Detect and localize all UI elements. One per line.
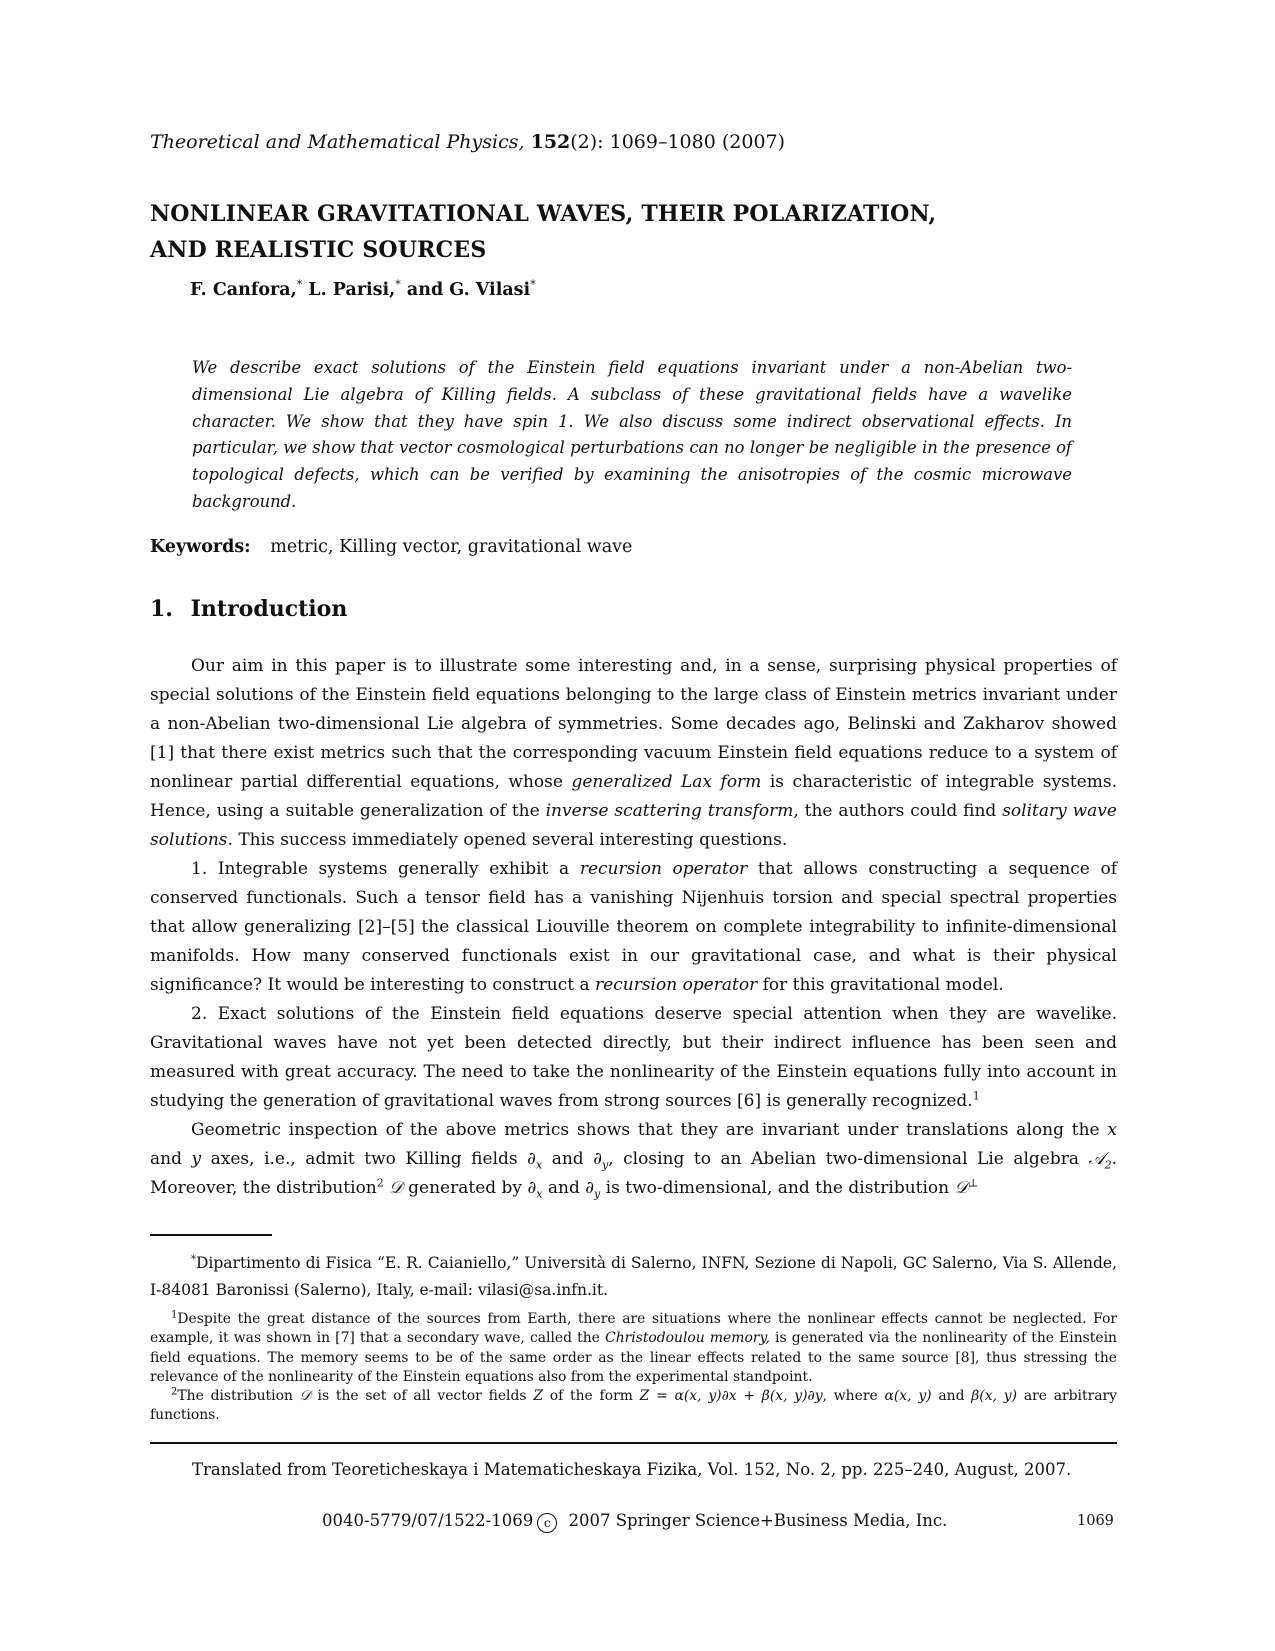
copyright-line: [322, 1511, 947, 1533]
title-line-2: AND REALISTIC SOURCES: [150, 237, 487, 263]
footnote-ref-1: 1: [972, 1089, 980, 1103]
author-list: [190, 278, 536, 300]
abstract: We describe exact solutions of the Einstein field equations invariant under a non-Abelian two-dimensional Lie algebra of Killing fields. A subclass of these gravitational fields have a wavelike character. We show that they have spin 1. We also discuss some indirect observational effects. In particular, we show that vector cosmological perturbations can no longer be negligible in the presence of topological defects, which can be verified by examining the anisotropies of the cosmic microwave background.: [192, 358, 1072, 511]
copyright-icon: c: [537, 1513, 557, 1533]
journal-citation: [150, 131, 785, 153]
affiliation-mark: *: [296, 278, 303, 291]
journal-name: Theoretical and Mathematical Physics,: [150, 131, 525, 153]
section-title: Introduction: [190, 596, 348, 622]
body-text: [150, 652, 1117, 1203]
keywords-value: metric, Killing vector, gravitational wave: [270, 537, 633, 557]
keywords: [150, 537, 632, 557]
title-line-1: NONLINEAR GRAVITATIONAL WAVES, THEIR POLARIZATION,: [150, 201, 937, 227]
paragraph-2: 1. Integrable systems generally exhibit a recursion operator that allows constructing a sequence of conserved functionals. Such a tensor field has a vanishing Nijenhuis torsion and special spectral properties that allow generalizing [2]–[5] the classical Liouville theorem on complete integrability to infinite-dimensional manifolds. How many conserved functionals exist in our gravitational case, and what is their physical significance? It would be interesting to construct a recursion operator for this gravitational model.: [150, 859, 1118, 995]
paragraph-3: 2. Exact solutions of the Einstein field equations deserve special attention when they are wavelike. Gravitational waves have not yet been detected directly, but their indirect influence has been seen and measured with great accuracy. The need to take the nonlinearity of the Einstein equations fully into account in studying the generation of gravitational waves from strong sources [6] is generally recognized.$^1$: [150, 1004, 1117, 1111]
footer-rule: [150, 1442, 1117, 1444]
footnote-1: $^1$Despite the great distance of the sources from Earth, there are situations where the nonlinear effects cannot be neglected. For example, it was shown in [7] that a secondary wave, called the Christodoulou memory, is generated via the nonlinearity of the Einstein field equations. The memory seems to be of the same order as the linear effects related to the same source [8], thus stressing the relevance of the nonlinearity of the Einstein equations also from the experimental standpoint.: [150, 1309, 1117, 1385]
footnote-rule: [150, 1234, 272, 1236]
page-number: 1069: [1077, 1513, 1114, 1529]
journal-volume: 152: [530, 131, 571, 153]
section-number: 1.: [150, 596, 173, 622]
affiliation-mark: *: [395, 278, 401, 291]
journal-issue: (2): 1069–1080 (2007): [570, 131, 786, 153]
translation-note: Translated from Teoreticheskaya i Matematicheskaya Fizika, Vol. 152, No. 2, pp. 225–240, August, 2007.: [192, 1460, 1072, 1479]
publisher: 2007 Springer Science+Business Media, Inc.: [568, 1511, 948, 1530]
section-heading: [150, 596, 347, 622]
footnote-2: $^2$The distribution 𝒟 is the set of all vector fields Z of the form Z = α(x, y)∂x + β(x, y)∂y, where α(x, y) and β(x, y) are arbitrary functions.: [150, 1386, 1117, 1424]
author-vilasi: and G. Vilasi: [406, 279, 531, 300]
paper-title: [150, 196, 1080, 268]
footnote-ref-2: 2: [376, 1176, 384, 1190]
author-canfora: F. Canfora,: [190, 279, 297, 300]
issn: 0040-5779/07/1522-1069: [322, 1511, 534, 1530]
author-parisi: L. Parisi,: [308, 279, 396, 300]
paragraph-1: Our aim in this paper is to illustrate some interesting and, in a sense, surprising physical properties of special solutions of the Einstein field equations belonging to the large class of Einstein metrics invariant under a non-Abelian two-dimensional Lie algebra of symmetries. Some decades ago, Belinski and Zakharov showed [1] that there exist metrics such that the corresponding vacuum Einstein field equations reduce to a system of nonlinear partial differential equations, whose generalized Lax form is characteristic of integrable systems. Hence, using a suitable generalization of the inverse scattering transform, the authors could find solitary wave solutions. This success immediately opened several interesting questions.: [150, 656, 1117, 850]
paragraph-4: Geometric inspection of the above metrics shows that they are invariant under translations along the x and y axes, i.e., admit two Killing fields $\partial_x$ and $\partial_y$, closing to an Abelian two-dimensional Lie algebra 𝒜$_2$. Moreover, the distribution$^2$ 𝒟 generated by $\partial_x$ and $\partial_y$ is two-dimensional, and the distribution 𝒟⊥: [150, 1120, 1118, 1201]
keywords-label: Keywords:: [150, 537, 251, 557]
footnote-affiliation: *Dipartimento di Fisica “E. R. Caianiello,” Università di Salerno, INFN, Sezione di Napoli, GC Salerno, Via S. Allende, I-84081 Baronissi (Salerno), Italy, e-mail: vilasi@sa.infn.it.: [150, 1253, 1117, 1299]
affiliation-mark: *: [530, 278, 536, 291]
